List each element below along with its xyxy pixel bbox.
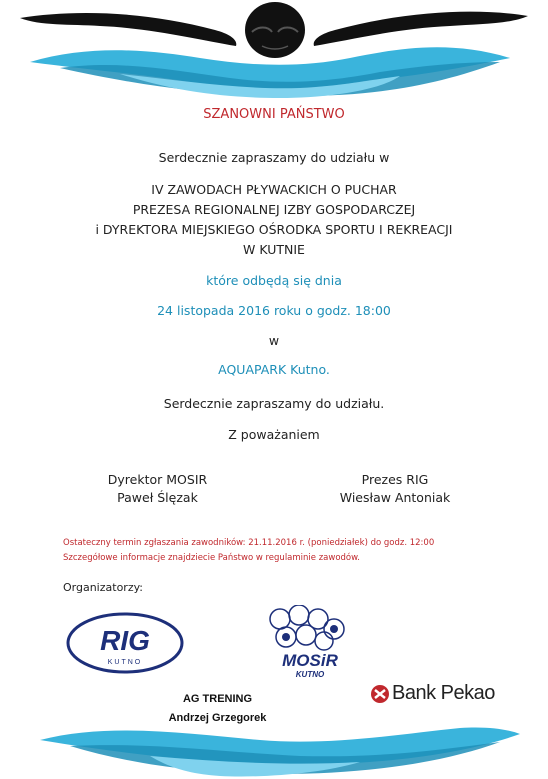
- signature-name: Paweł Ślęzak: [117, 490, 198, 505]
- intro-text: Serdecznie zapraszamy do udziału w: [158, 150, 390, 165]
- event-line: W KUTNIE: [243, 242, 305, 257]
- mosir-logo: [266, 605, 354, 683]
- in-word: w: [268, 333, 280, 348]
- swimmer-right-arm: [314, 12, 528, 46]
- event-line: i DYREKTORA MIEJSKIEGO OŚRODKA SPORTU I REKREACJI: [95, 222, 453, 237]
- signature-role: Dyrektor MOSIR: [107, 472, 208, 487]
- mosir-logo-text: MOSiR: [282, 651, 338, 670]
- organizers-label: Organizatorzy:: [63, 581, 144, 594]
- bank-pekao-text: Bank Pekao: [392, 682, 495, 704]
- event-date: 24 listopada 2016 roku o godz. 18:00: [157, 303, 391, 318]
- bank-pekao-icon: [370, 684, 390, 704]
- event-place: AQUAPARK Kutno.: [218, 362, 330, 377]
- greeting: SZANOWNI PAŃSTWO: [203, 107, 345, 122]
- swimmer-left-arm: [20, 13, 236, 46]
- signature-right: [330, 471, 460, 507]
- mosir-logo-sub: KUTNO: [295, 670, 325, 679]
- regards: Z poważaniem: [228, 427, 320, 442]
- rig-logo-sub: KUTNO: [107, 659, 143, 666]
- when-label: które odbędą się dnia: [206, 273, 342, 288]
- swimmer-header-graphic: [0, 0, 548, 100]
- rig-logo: [65, 612, 185, 674]
- event-title: [0, 180, 548, 260]
- deadline-note: Ostateczny termin zgłaszania zawodników: 21.11.2016 r. (poniedziałek) do godz. 12:00: [63, 538, 435, 548]
- event-line: PREZESA REGIONALNEJ IZBY GOSPODARCZEJ: [132, 202, 416, 217]
- event-line: IV ZAWODACH PŁYWACKICH O PUCHAR: [151, 182, 397, 197]
- signature-role: Prezes RIG: [361, 472, 429, 487]
- signature-name: Wiesław Antoniak: [339, 490, 451, 505]
- signature-left: [95, 471, 220, 507]
- info-note: Szczegółowe informacje znajdziecie Państwo w regulaminie zawodów.: [63, 553, 361, 563]
- bank-pekao-logo: [370, 680, 505, 710]
- outro-text: Serdecznie zapraszamy do udziału.: [163, 396, 385, 411]
- ag-trening-name: AG TRENING: [182, 693, 253, 705]
- ag-trening-person: Andrzej Grzegorek: [168, 712, 267, 724]
- water-wave-bottom: [0, 712, 548, 779]
- rig-logo-text: RIG: [100, 625, 150, 656]
